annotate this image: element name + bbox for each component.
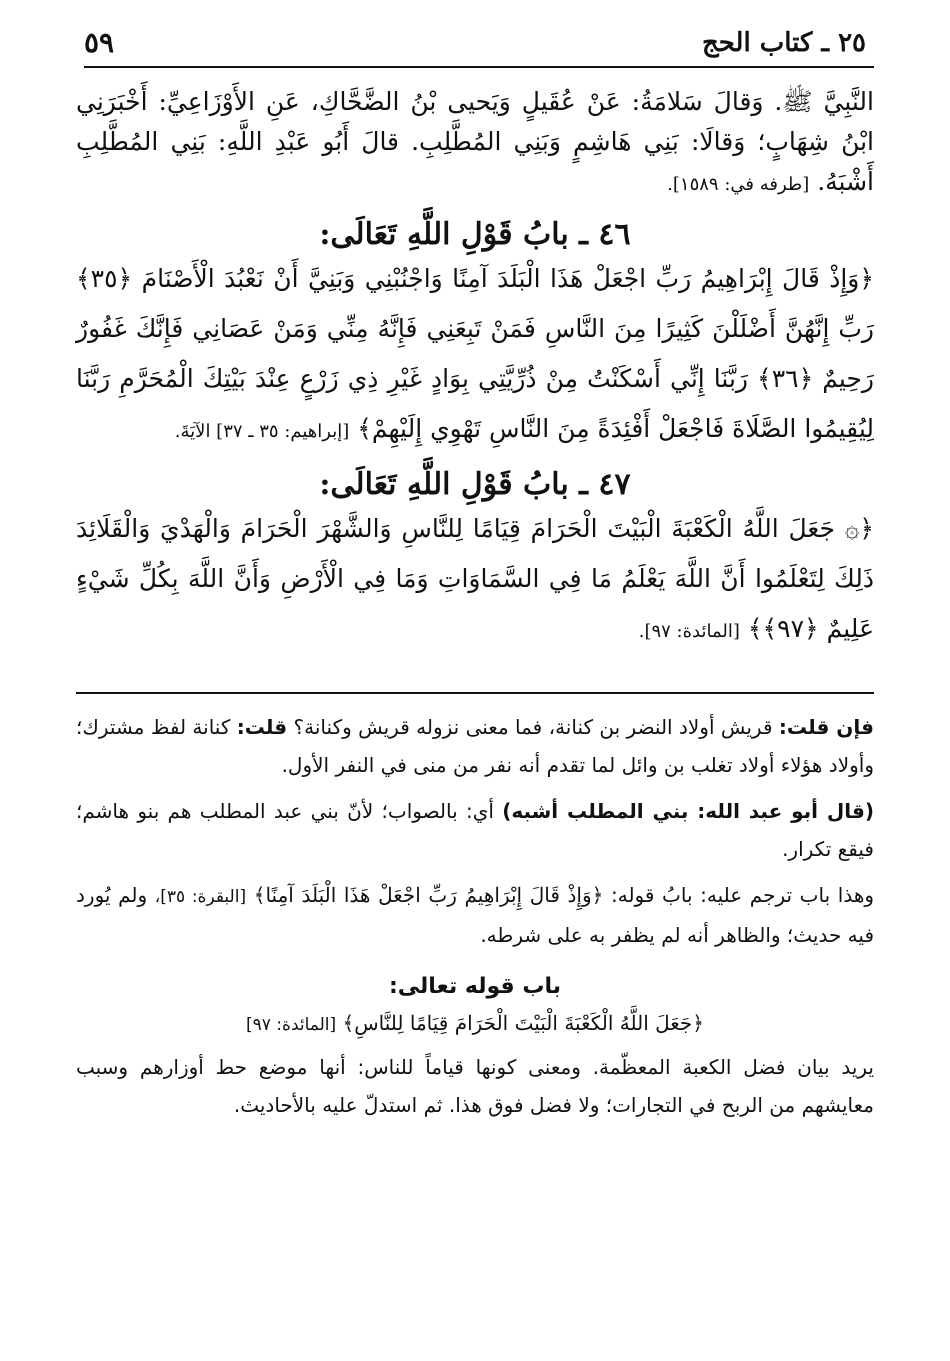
answer-lead: قلت: [236, 715, 288, 739]
page-header [84, 22, 866, 66]
chapter-46-heading: ٤٦ ـ بابُ قَوْلِ اللَّهِ تَعَالَى: [319, 217, 631, 252]
chapter-title: ٢٥ ـ كتاب الحج [701, 28, 866, 58]
sub-heading: باب قوله تعالى: [388, 974, 561, 999]
chapter-47-heading: ٤٧ ـ بابُ قَوْلِ اللَّهِ تَعَالَى: [319, 467, 631, 502]
sub-heading-verse [76, 1004, 874, 1044]
commentary-text: وهذا باب ترجم عليه: بابُ قوله: [610, 883, 875, 907]
header-rule [84, 66, 874, 68]
verse-reference: [المائدة: ٩٧]. [638, 621, 740, 642]
hadith-text: النَّبِيَّ ﷺ. وَقالَ سَلامَةُ: عَنْ عُقَيلٍ وَيَحيى بْنُ الضَّحَّاكِ، عَنِ الأَوْزَاعِيِّ: أَخْبَرَنِي ابْنُ شِهَابٍ؛ وَقالَا: بَنِي هَاشِمٍ وَبَنِي المُطَّلِبِ. قالَ أَبُو عَبْدِ اللَّهِ: بَنِي المُطَّلِبِ أَشْبَهُ. [76, 87, 874, 196]
chapter-46-verse [76, 254, 874, 457]
quran-verse-text: ﴿وَإِذْ قَالَ إِبْرَاهِيمُ رَبِّ اجْعَلْ هَذَا الْبَلَدَ آمِنًا وَاجْنُبْنِي وَبَنِيَّ أَنْ نَعْبُدَ الْأَصْنَامَ ﴿٣٥﴾ رَبِّ إِنَّهُنَّ أَضْلَلْنَ كَثِيرًا مِنَ النَّاسِ فَمَنْ تَبِعَنِي فَإِنَّهُ مِنِّي وَمَنْ عَصَانِي فَإِنَّكَ غَفُورٌ رَحِيمٌ ﴿٣٦﴾ رَبَّنَا إِنِّي أَسْكَنْتُ مِنْ ذُرِّيَّتِي بِوَادٍ غَيْرِ ذِي زَرْعٍ عِنْدَ بَيْتِكَ الْمُحَرَّمِ رَبَّنَا لِيُقِيمُوا الصَّلَاةَ فَاجْعَلْ أَفْئِدَةً مِنَ النَّاسِ تَهْوِي إِلَيْهِمْ﴾ [76, 264, 874, 443]
commentary-paragraph [76, 708, 874, 784]
commentary-paragraph [76, 792, 874, 868]
verse-reference: [البقرة: ٣٥]، [154, 887, 247, 907]
footnote-separator [76, 692, 874, 694]
commentary-text: ولم يُورد فيه حديث؛ والظاهر أنه لم يظفر به على شرطه. [76, 883, 874, 947]
commentary-text: قريش أولاد النضر بن كنانة، فما معنى نزوله قريش وكنانة؟ [293, 715, 773, 739]
commentary-paragraph: يريد بيان فضل الكعبة المعظّمة. ومعنى كونها قياماً للناس: أنها موضع حط أوزارهم وسبب معايشهم من الربح في التجارات؛ ولا فضل فوق هذا. ثم استدلّ عليه بالأحاديث. [76, 1055, 874, 1117]
commentary-section [76, 708, 874, 1124]
page-number: ٥٩ [84, 26, 115, 59]
commentary-text: كنانة لفظ مشترك؛ وأولاد هؤلاء أولاد تغلب بن وائل لما تقدم أنه نفر من منى في النفر الأول. [76, 715, 874, 777]
main-text [76, 82, 874, 657]
question-lead: فإن قلت: [778, 715, 874, 739]
quran-verse-text: ﴿جَعَلَ اللَّهُ الْكَعْبَةَ الْبَيْتَ الْحَرَامَ قِيَامًا لِلنَّاسِ﴾ [342, 1011, 704, 1035]
hadith-paragraph [76, 82, 874, 205]
verse-reference: [إبراهيم: ٣٥ ـ ٣٧] الآيَةَ. [174, 421, 350, 442]
hadith-reference: [طرفه في: ١٥٨٩]. [667, 174, 810, 195]
commentary-paragraph [76, 876, 874, 954]
commentary-text: أي: بالصواب؛ لأنّ بني عبد المطلب هم بنو هاشم؛ فيقع تكرار. [76, 799, 874, 861]
chapter-47-verse [76, 504, 874, 657]
quoted-matn: (قال أبو عبد الله: بني المطلب أشبه) [502, 799, 874, 823]
verse-reference: [المائدة: ٩٧] [246, 1015, 337, 1035]
quran-verse-text: ﴿۞ جَعَلَ اللَّهُ الْكَعْبَةَ الْبَيْتَ الْحَرَامَ قِيَامًا لِلنَّاسِ وَالشَّهْرَ الْحَرَامَ وَالْهَدْيَ وَالْقَلَائِدَ ذَلِكَ لِتَعْلَمُوا أَنَّ اللَّهَ يَعْلَمُ مَا فِي السَّمَاوَاتِ وَمَا فِي الْأَرْضِ وَأَنَّ اللَّهَ بِكُلِّ شَيْءٍ عَلِيمٌ ﴿٩٧﴾﴾ [76, 514, 874, 643]
quran-verse-text: ﴿وَإِذْ قَالَ إِبْرَاهِيمُ رَبِّ اجْعَلْ هَذَا الْبَلَدَ آمِنًا﴾ [253, 883, 604, 907]
